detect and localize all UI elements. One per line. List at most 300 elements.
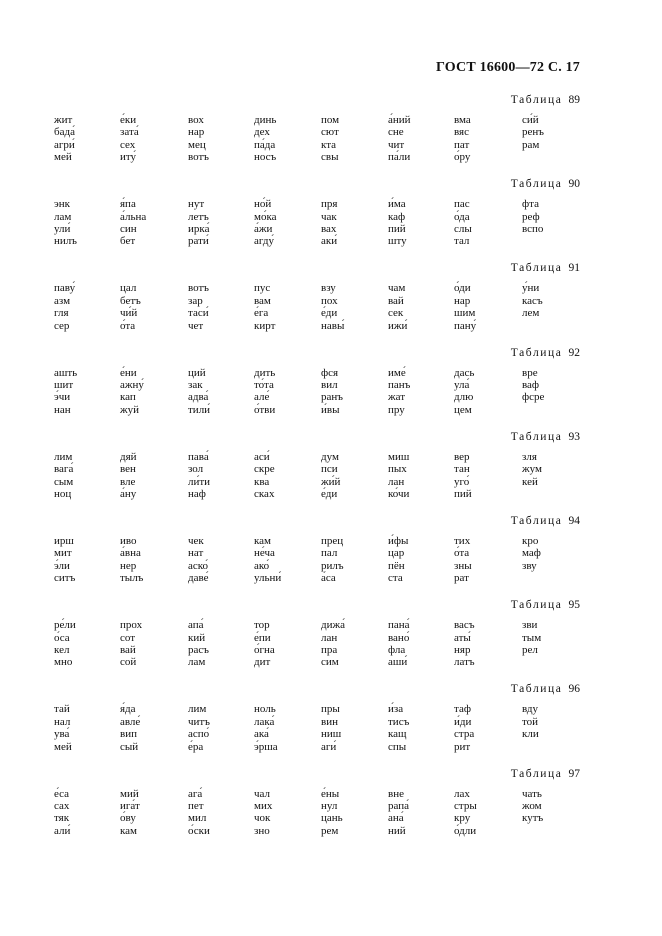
syllable: нал bbox=[54, 715, 71, 728]
syllable: скре bbox=[254, 463, 275, 476]
syllable: лан bbox=[388, 475, 405, 488]
syllable: дижа́ bbox=[321, 619, 345, 632]
syllable: авле́ bbox=[120, 715, 141, 728]
syllable: миш bbox=[388, 450, 410, 463]
syllable: зата́ bbox=[120, 126, 139, 139]
syllable: о́ски bbox=[188, 824, 210, 837]
table-block bbox=[0, 597, 662, 681]
word-column bbox=[321, 451, 383, 501]
syllable: рит bbox=[454, 740, 471, 753]
syllable: а́ну bbox=[120, 487, 137, 500]
syllable: таф bbox=[454, 703, 471, 716]
word-column bbox=[522, 788, 584, 825]
word-column bbox=[321, 114, 383, 164]
syllable: ижи́ bbox=[388, 319, 408, 332]
syllable: тили́ bbox=[188, 403, 211, 416]
syllable: аши́ bbox=[388, 656, 408, 669]
word-column bbox=[522, 282, 584, 319]
word-column bbox=[522, 535, 584, 572]
syllable: шим bbox=[454, 307, 476, 320]
word-column bbox=[522, 703, 584, 740]
table-label: Таблица bbox=[510, 430, 563, 443]
table-number: 94 bbox=[568, 514, 580, 527]
syllable: ирка́ bbox=[188, 223, 210, 235]
word-column bbox=[454, 367, 516, 417]
word-column bbox=[54, 535, 116, 585]
syllable: и́вы bbox=[321, 403, 340, 416]
word-column bbox=[454, 114, 516, 164]
syllable: а́жи bbox=[254, 223, 273, 235]
table-label: Таблица bbox=[510, 599, 563, 612]
syllable: гля bbox=[54, 307, 69, 320]
syllable: пох bbox=[321, 294, 338, 307]
syllable: син bbox=[120, 223, 137, 235]
table-label: Таблица bbox=[510, 767, 563, 780]
syllable: тяк bbox=[54, 812, 70, 825]
syllable: вах bbox=[321, 223, 337, 235]
word-column bbox=[321, 703, 383, 753]
syllable: ига́т bbox=[120, 799, 140, 812]
word-column bbox=[522, 114, 584, 151]
syllable: тан bbox=[454, 463, 470, 476]
table-block bbox=[0, 429, 662, 513]
syllable: ренъ bbox=[522, 126, 544, 139]
table-label: Таблица bbox=[510, 94, 563, 106]
syllable: е́га bbox=[254, 307, 269, 320]
syllable: я́да bbox=[120, 703, 136, 716]
syllable: взу bbox=[321, 282, 336, 295]
syllable: а́ний bbox=[388, 114, 411, 126]
table-caption bbox=[511, 178, 580, 190]
syllable: тор bbox=[254, 619, 270, 632]
syllable: той bbox=[522, 715, 539, 728]
table-block bbox=[0, 345, 662, 429]
syllable: пий bbox=[454, 487, 472, 500]
syllable: пых bbox=[388, 463, 407, 476]
syllable: латъ bbox=[454, 656, 475, 669]
syllable: е́ра bbox=[188, 740, 204, 753]
syllable: реф bbox=[522, 210, 540, 223]
syllable: ана́ bbox=[388, 812, 404, 825]
syllable: сой bbox=[120, 656, 137, 669]
syllable: ситъ bbox=[54, 572, 76, 585]
syllable: ций bbox=[188, 366, 206, 379]
syllable: о́са bbox=[54, 631, 70, 644]
table-block bbox=[0, 92, 662, 176]
table-caption bbox=[511, 262, 580, 274]
word-column bbox=[454, 619, 516, 669]
table-number: 91 bbox=[568, 262, 580, 275]
word-column bbox=[388, 703, 450, 753]
syllable: кам bbox=[120, 824, 138, 837]
syllable: ула́ bbox=[454, 378, 470, 391]
syllable: стра bbox=[454, 728, 475, 741]
syllable: пий bbox=[388, 223, 406, 235]
syllable: аки́ bbox=[321, 235, 338, 248]
word-column bbox=[54, 703, 116, 753]
syllable: ако́ bbox=[254, 559, 270, 572]
syllable: я́па bbox=[120, 198, 136, 211]
syllable: ашть bbox=[54, 366, 78, 379]
word-column bbox=[188, 535, 250, 585]
word-column bbox=[321, 282, 383, 332]
syllable: рат bbox=[454, 572, 469, 585]
word-column bbox=[54, 788, 116, 838]
syllable: па́да bbox=[254, 138, 276, 151]
syllable: лах bbox=[454, 787, 470, 800]
tables-container bbox=[0, 92, 662, 850]
syllable: а́са bbox=[321, 572, 336, 585]
syllable: и́за bbox=[388, 703, 404, 716]
syllable: лим bbox=[188, 703, 207, 716]
syllable: маф bbox=[522, 547, 541, 560]
syllable: вотъ bbox=[188, 151, 209, 164]
table-block bbox=[0, 513, 662, 597]
word-column bbox=[120, 619, 182, 669]
word-column bbox=[188, 114, 250, 164]
word-column bbox=[188, 788, 250, 838]
word-column bbox=[321, 788, 383, 838]
syllable: ули́ bbox=[54, 223, 71, 235]
syllable: каф bbox=[388, 210, 406, 223]
syllable: рати́ bbox=[188, 235, 209, 248]
syllable: сках bbox=[254, 487, 275, 500]
syllable: е́ки bbox=[120, 114, 137, 126]
word-column bbox=[188, 703, 250, 753]
syllable: панъ bbox=[388, 378, 411, 391]
syllable: дить bbox=[254, 366, 276, 379]
syllable: пра bbox=[321, 643, 338, 656]
word-column bbox=[388, 282, 450, 332]
syllable: вотъ bbox=[188, 282, 209, 295]
syllable: е́пи bbox=[254, 631, 271, 644]
syllable: о́та bbox=[120, 319, 136, 332]
syllable: вай bbox=[388, 294, 404, 307]
syllable: агри́ bbox=[54, 138, 75, 151]
table-caption bbox=[511, 94, 580, 106]
syllable: сим bbox=[321, 656, 339, 669]
syllable: кап bbox=[120, 391, 136, 404]
table-number: 95 bbox=[568, 599, 580, 612]
syllable: зву bbox=[522, 559, 537, 572]
syllable: е́ди bbox=[321, 307, 338, 320]
syllable: али́ bbox=[54, 824, 71, 837]
syllable: наф bbox=[188, 487, 206, 500]
syllable: жит bbox=[54, 114, 73, 126]
syllable: сым bbox=[54, 475, 74, 488]
syllable: кру bbox=[454, 812, 471, 825]
word-column bbox=[54, 114, 116, 164]
syllable: паву́ bbox=[54, 282, 76, 295]
syllable: дит bbox=[254, 656, 271, 669]
syllable: пану́ bbox=[454, 319, 477, 332]
syllable: у́ни bbox=[522, 282, 540, 295]
word-column bbox=[388, 788, 450, 838]
syllable: фся bbox=[321, 366, 339, 379]
syllable: не́ча bbox=[254, 547, 275, 560]
word-column bbox=[254, 788, 316, 838]
word-column bbox=[188, 282, 250, 332]
syllable: кутъ bbox=[522, 812, 544, 825]
word-column bbox=[454, 198, 516, 248]
syllable: пал bbox=[321, 547, 338, 560]
syllable: пат bbox=[454, 138, 470, 151]
syllable: цар bbox=[388, 547, 405, 560]
syllable: пет bbox=[188, 799, 204, 812]
table-number: 93 bbox=[568, 430, 580, 443]
syllable: нут bbox=[188, 198, 205, 211]
syllable: о́ди bbox=[454, 282, 471, 295]
syllable: ваф bbox=[522, 378, 540, 391]
syllable: кли bbox=[522, 728, 539, 741]
syllable: вяс bbox=[454, 126, 469, 139]
syllable: фсре bbox=[522, 391, 545, 404]
word-column bbox=[254, 282, 316, 332]
syllable: бетъ bbox=[120, 294, 141, 307]
syllable: чит bbox=[388, 138, 405, 151]
syllable: сек bbox=[388, 307, 404, 320]
word-column bbox=[321, 535, 383, 585]
word-column bbox=[254, 451, 316, 501]
syllable: тисъ bbox=[388, 715, 410, 728]
syllable: о́та bbox=[454, 547, 470, 560]
word-column bbox=[454, 282, 516, 332]
syllable: мий bbox=[120, 787, 139, 800]
syllable: дась bbox=[454, 366, 475, 379]
syllable: прох bbox=[120, 619, 143, 632]
syllable: то́та bbox=[254, 378, 274, 391]
syllable: лан bbox=[321, 631, 338, 644]
syllable: жат bbox=[388, 391, 406, 404]
syllable: зол bbox=[188, 463, 204, 476]
syllable: и́ма bbox=[388, 198, 406, 211]
syllable: вне bbox=[388, 787, 404, 800]
syllable: бет bbox=[120, 235, 136, 248]
word-column bbox=[454, 451, 516, 501]
syllable: вле bbox=[120, 475, 136, 488]
syllable: расъ bbox=[188, 643, 209, 656]
syllable: ноль bbox=[254, 703, 276, 716]
syllable: мец bbox=[188, 138, 206, 151]
syllable: пря bbox=[321, 198, 338, 211]
syllable: зак bbox=[188, 378, 203, 391]
syllable: бада́ bbox=[54, 126, 75, 139]
word-column bbox=[254, 367, 316, 417]
table-number: 96 bbox=[568, 683, 580, 696]
syllable: кащ bbox=[388, 728, 407, 741]
syllable: ульни́ bbox=[254, 572, 282, 585]
syllable: мей bbox=[54, 151, 72, 164]
syllable: мо́ка bbox=[254, 210, 277, 223]
syllable: вай bbox=[120, 643, 136, 656]
table-block bbox=[0, 176, 662, 260]
syllable: мей bbox=[54, 740, 72, 753]
table-label: Таблица bbox=[510, 683, 563, 696]
syllable: ува́ bbox=[54, 728, 70, 741]
syllable: азм bbox=[54, 294, 71, 307]
syllable: и́фы bbox=[388, 534, 409, 547]
table-number: 92 bbox=[568, 346, 580, 359]
syllable: зар bbox=[188, 294, 203, 307]
syllable: даве́ bbox=[188, 572, 209, 585]
word-column bbox=[188, 367, 250, 417]
syllable: спы bbox=[388, 740, 407, 753]
syllable: ноц bbox=[54, 487, 72, 500]
syllable: дум bbox=[321, 450, 339, 463]
syllable: рилъ bbox=[321, 559, 344, 572]
word-column bbox=[388, 114, 450, 164]
syllable: аты́ bbox=[454, 631, 471, 644]
word-column bbox=[388, 535, 450, 585]
syllable: рем bbox=[321, 824, 339, 837]
syllable: кта bbox=[321, 138, 337, 151]
word-column bbox=[188, 619, 250, 669]
syllable: апа́ bbox=[188, 619, 204, 632]
syllable: сот bbox=[120, 631, 136, 644]
syllable: мил bbox=[188, 812, 207, 825]
syllable: а́вна bbox=[120, 547, 141, 560]
syllable: тал bbox=[454, 235, 470, 248]
syllable: чам bbox=[388, 282, 406, 295]
syllable: сах bbox=[54, 799, 70, 812]
syllable: иту́ bbox=[120, 151, 137, 164]
word-column bbox=[388, 198, 450, 248]
syllable: цань bbox=[321, 812, 343, 825]
syllable: о́ру bbox=[454, 151, 471, 164]
syllable: сый bbox=[120, 740, 139, 753]
word-column bbox=[188, 451, 250, 501]
syllable: кам bbox=[254, 534, 272, 547]
syllable: нер bbox=[120, 559, 137, 572]
syllable: ниш bbox=[321, 728, 342, 741]
syllable: пры bbox=[321, 703, 340, 716]
syllable: адва́ bbox=[188, 391, 209, 404]
syllable: зны bbox=[454, 559, 472, 572]
syllable: лим bbox=[54, 450, 73, 463]
word-column bbox=[254, 535, 316, 585]
syllable: сне bbox=[388, 126, 404, 139]
syllable: тылъ bbox=[120, 572, 144, 585]
syllable: нар bbox=[454, 294, 471, 307]
syllable: пава́ bbox=[188, 450, 209, 463]
syllable: ний bbox=[388, 824, 406, 837]
syllable: лем bbox=[522, 307, 540, 320]
syllable: шит bbox=[54, 378, 74, 391]
syllable: тым bbox=[522, 631, 542, 644]
syllable: нилъ bbox=[54, 235, 77, 248]
syllable: пана́ bbox=[388, 619, 410, 632]
syllable: име́ bbox=[388, 366, 406, 379]
word-column bbox=[120, 114, 182, 164]
syllable: аспо́ bbox=[188, 728, 210, 741]
syllable: дяй bbox=[120, 450, 137, 463]
table-caption bbox=[511, 347, 580, 359]
syllable: пус bbox=[254, 282, 271, 295]
syllable: чак bbox=[321, 210, 337, 223]
syllable: лака́ bbox=[254, 715, 275, 728]
word-column bbox=[120, 451, 182, 501]
syllable: лам bbox=[188, 656, 206, 669]
syllable: агду́ bbox=[254, 235, 274, 248]
syllable: чок bbox=[254, 812, 271, 825]
syllable: ква bbox=[254, 475, 270, 488]
syllable: вип bbox=[120, 728, 137, 741]
syllable: кий bbox=[188, 631, 206, 644]
syllable: мит bbox=[54, 547, 72, 560]
table-caption bbox=[511, 431, 580, 443]
syllable: ко́чи bbox=[388, 487, 410, 500]
syllable: чи́й bbox=[120, 307, 138, 320]
syllable: ирш bbox=[54, 534, 74, 547]
syllable: э́рша bbox=[254, 740, 278, 753]
table-block bbox=[0, 260, 662, 344]
syllable: таси́ bbox=[188, 307, 209, 320]
word-column bbox=[54, 619, 116, 669]
word-column bbox=[120, 703, 182, 753]
table-label: Таблица bbox=[510, 262, 563, 275]
syllable: пом bbox=[321, 114, 340, 126]
syllable: вох bbox=[188, 114, 204, 126]
syllable: дех bbox=[254, 126, 270, 139]
word-column bbox=[120, 367, 182, 417]
syllable: длю bbox=[454, 391, 474, 404]
syllable: мих bbox=[254, 799, 273, 812]
table-label: Таблица bbox=[510, 178, 563, 191]
table-number: 89 bbox=[568, 94, 580, 106]
syllable: навы́ bbox=[321, 319, 345, 332]
page-header: ГОСТ 16600—72 С. 17 bbox=[436, 60, 580, 75]
syllable: па́ли bbox=[388, 151, 411, 164]
syllable: пён bbox=[388, 559, 405, 572]
syllable: вин bbox=[321, 715, 338, 728]
syllable: рам bbox=[522, 138, 540, 151]
syllable: ре́ли bbox=[54, 619, 76, 632]
syllable: зно bbox=[254, 824, 270, 837]
syllable: цем bbox=[454, 403, 472, 416]
syllable: кирт bbox=[254, 319, 276, 332]
syllable: ли́ти bbox=[188, 475, 211, 488]
syllable: о́гна bbox=[254, 643, 275, 656]
word-column bbox=[54, 282, 116, 332]
syllable: лам bbox=[54, 210, 72, 223]
syllable: е́ди bbox=[321, 487, 338, 500]
syllable: нан bbox=[54, 403, 71, 416]
syllable: э́чи bbox=[54, 391, 71, 404]
word-column bbox=[388, 619, 450, 669]
syllable: уго́ bbox=[454, 475, 470, 488]
syllable: тих bbox=[454, 534, 471, 547]
syllable: касъ bbox=[522, 294, 543, 307]
syllable: си́й bbox=[522, 114, 539, 126]
syllable: жом bbox=[522, 799, 542, 812]
syllable: о́ву bbox=[120, 812, 136, 825]
syllable: вам bbox=[254, 294, 271, 307]
word-column bbox=[120, 198, 182, 248]
syllable: зля bbox=[522, 450, 537, 463]
word-column bbox=[54, 451, 116, 501]
syllable: вспо bbox=[522, 223, 544, 235]
word-column bbox=[254, 619, 316, 669]
table-caption bbox=[511, 515, 580, 527]
syllable: е́са bbox=[54, 787, 70, 800]
syllable: о́дли bbox=[454, 824, 477, 837]
syllable: ака́ bbox=[254, 728, 269, 741]
word-column bbox=[454, 788, 516, 838]
word-column bbox=[188, 198, 250, 248]
word-column bbox=[120, 788, 182, 838]
syllable: рел bbox=[522, 643, 538, 656]
syllable: кро bbox=[522, 534, 539, 547]
